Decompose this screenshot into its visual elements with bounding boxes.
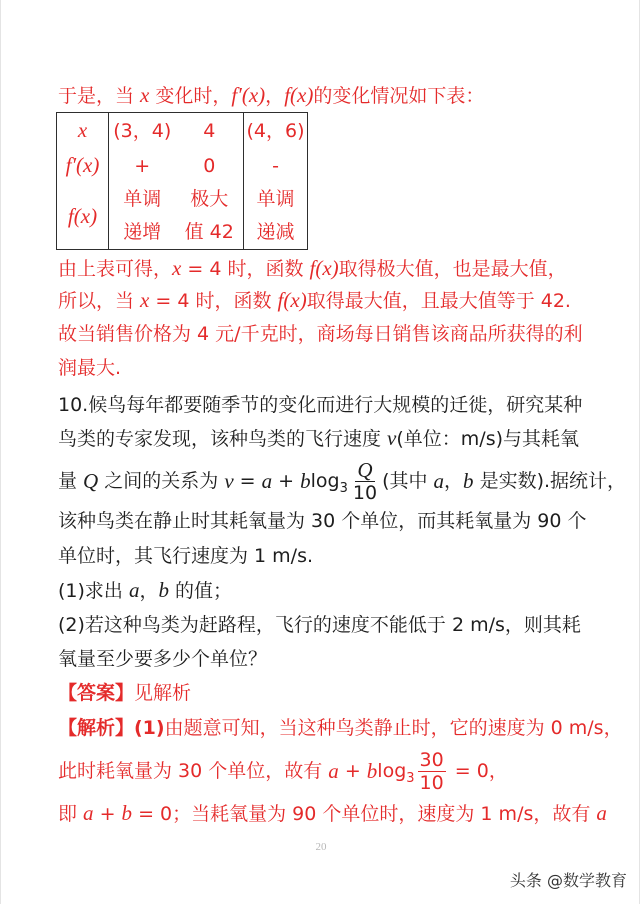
math-function: f(x) — [284, 83, 314, 107]
log-operator: log — [310, 470, 340, 492]
text-segment: 由上表可得， — [58, 258, 173, 280]
table-row-function — [57, 183, 308, 250]
math-variable: b — [366, 759, 378, 783]
text-segment: 氧量至少要多少个单位？ — [58, 648, 268, 670]
analysis-line-3 — [58, 801, 607, 825]
table-cell — [176, 183, 244, 250]
fraction-denominator: 10 — [352, 481, 378, 504]
question-line-2 — [58, 426, 579, 450]
fraction — [351, 459, 379, 504]
text-segment: ， — [265, 85, 285, 107]
table-row-x — [57, 113, 308, 149]
text-segment: (2)若这种鸟类为赶路程，飞行的速度不能低于 2 m/s，则其耗 — [58, 614, 581, 636]
question-line-4 — [58, 509, 587, 533]
log-base: 3 — [339, 481, 348, 496]
row-label-cell — [57, 183, 109, 250]
math-function: f′(x) — [231, 83, 266, 107]
math-variable: a — [83, 801, 94, 825]
text-segment: 的变化情况如下表： — [313, 85, 485, 107]
text-segment: = 0， — [448, 760, 508, 782]
row-label-cell — [57, 148, 109, 183]
math-variable: a — [596, 801, 607, 825]
conclusion-line-4 — [58, 356, 121, 380]
variation-table — [56, 112, 308, 250]
cell-line: 递增 — [123, 221, 162, 243]
math-variable: b — [463, 469, 474, 493]
analysis-label: 【解析】(1) — [58, 717, 165, 739]
watermark — [510, 868, 627, 891]
text-segment: 鸟类的专家发现，该种鸟类的飞行速度 — [58, 428, 388, 450]
table-cell: 0 — [176, 148, 244, 183]
text-segment: 之间的关系为 — [98, 470, 225, 492]
text-segment: ， — [139, 580, 159, 602]
table-cell — [109, 183, 176, 250]
math-function: f(x) — [277, 288, 307, 312]
table-cell: 4 — [176, 113, 244, 149]
question-part-2-line-2 — [58, 647, 267, 671]
math-variable: b — [158, 578, 169, 602]
conclusion-line-2 — [58, 288, 571, 312]
text-segment: 所以，当 — [58, 290, 141, 312]
text-segment: 10.候鸟每年都要随季节的变化而进行大规模的迁徙，研究某种 — [58, 394, 583, 416]
text-segment: 即 — [58, 803, 84, 825]
answer-line — [58, 681, 191, 705]
math-function: f′(x) — [65, 153, 100, 177]
text-segment: 由题意可知，当这种鸟类静止时，它的速度为 0 m/s， — [164, 717, 623, 739]
math-variable: a — [328, 759, 339, 783]
text-segment: 的值； — [168, 580, 233, 602]
math-variable: x — [140, 288, 150, 312]
text-segment: = 0；当耗氧量为 90 个单位时，速度为 1 m/s，故有 — [132, 803, 597, 825]
text-segment: 故当销售价格为 4 元/千克时，商场每日销售该商品所获得的利 — [58, 323, 583, 345]
math-variable: x — [140, 83, 150, 107]
math-variable: v — [224, 469, 234, 493]
table-row-derivative — [57, 148, 308, 183]
answer-text: 见解析 — [134, 682, 192, 704]
fraction-numerator: Q — [357, 457, 373, 482]
text-segment: = 4 时，函数 — [181, 258, 310, 280]
analysis-formula-line — [58, 746, 508, 796]
text-segment: 此时耗氧量为 30 个单位，故有 — [58, 760, 329, 782]
math-variable: b — [121, 801, 133, 825]
conclusion-line-3 — [58, 322, 583, 346]
conclusion-line-1 — [58, 256, 567, 280]
row-label-cell — [57, 113, 109, 149]
table-intro-line — [58, 83, 484, 107]
text-segment: 量 — [58, 470, 84, 492]
text-segment: = 4 时，函数 — [149, 290, 278, 312]
cell-line: 单调 — [256, 188, 295, 210]
math-variable: a — [128, 578, 140, 602]
text-segment: 单位时，其飞行速度为 1 m/s. — [58, 545, 314, 567]
text-segment: ， — [444, 470, 464, 492]
log-operator: log — [377, 760, 407, 782]
math-variable: x — [77, 118, 88, 142]
question-line-5 — [58, 544, 313, 568]
text-segment: + — [93, 803, 122, 825]
text-segment: = — [233, 470, 262, 492]
table-cell: + — [134, 154, 151, 177]
text-segment: 取得极大值，也是最大值， — [338, 258, 567, 280]
question-line-1 — [58, 393, 582, 417]
fraction — [418, 749, 446, 794]
text-segment: 于是，当 — [58, 85, 141, 107]
text-segment: 取得最大值，且最大值等于 42. — [306, 290, 571, 312]
text-segment: 是实数).据统计， — [473, 470, 627, 492]
text-segment: + — [272, 470, 301, 492]
cell-line: 递减 — [256, 221, 295, 243]
math-function: f(x) — [309, 256, 339, 280]
fraction-numerator: 30 — [419, 748, 444, 771]
text-segment: 润最大. — [58, 357, 122, 379]
question-formula-line — [58, 456, 626, 506]
watermark-account: @数学教育 — [546, 871, 627, 890]
cell-line: 值 42 — [184, 221, 234, 243]
table-cell: (3，4) — [113, 119, 172, 142]
text-segment: 该种鸟类在静止时其耗氧量为 30 个单位，而其耗氧量为 90 个 — [58, 510, 587, 532]
text-segment: (单位：m/s)与其耗氧 — [396, 428, 580, 450]
question-part-1 — [58, 578, 232, 602]
math-variable: v — [387, 426, 397, 450]
math-variable: Q — [83, 469, 99, 493]
table-cell — [244, 183, 308, 250]
cell-line: 极大 — [190, 188, 229, 210]
text-segment: (其中 — [382, 470, 434, 492]
math-function: f(x) — [67, 203, 98, 228]
math-variable: x — [172, 256, 182, 280]
question-part-2-line-1 — [58, 613, 581, 637]
page-number: 20 — [315, 841, 327, 853]
text-segment: + — [338, 760, 367, 782]
watermark-platform: 头条 — [509, 871, 542, 890]
log-base: 3 — [406, 771, 415, 786]
analysis-line-1 — [58, 716, 623, 740]
cell-line: 单调 — [123, 188, 162, 210]
answer-label: 【答案】 — [58, 682, 135, 704]
fraction-denominator: 10 — [419, 771, 444, 794]
text-segment: 变化时， — [149, 85, 232, 107]
text-segment: (1)求出 — [58, 580, 129, 602]
math-variable: a — [261, 469, 273, 493]
math-variable: a — [433, 469, 445, 493]
table-cell: - — [272, 154, 279, 177]
math-variable: b — [300, 469, 311, 493]
table-cell: (4，6) — [246, 119, 305, 142]
